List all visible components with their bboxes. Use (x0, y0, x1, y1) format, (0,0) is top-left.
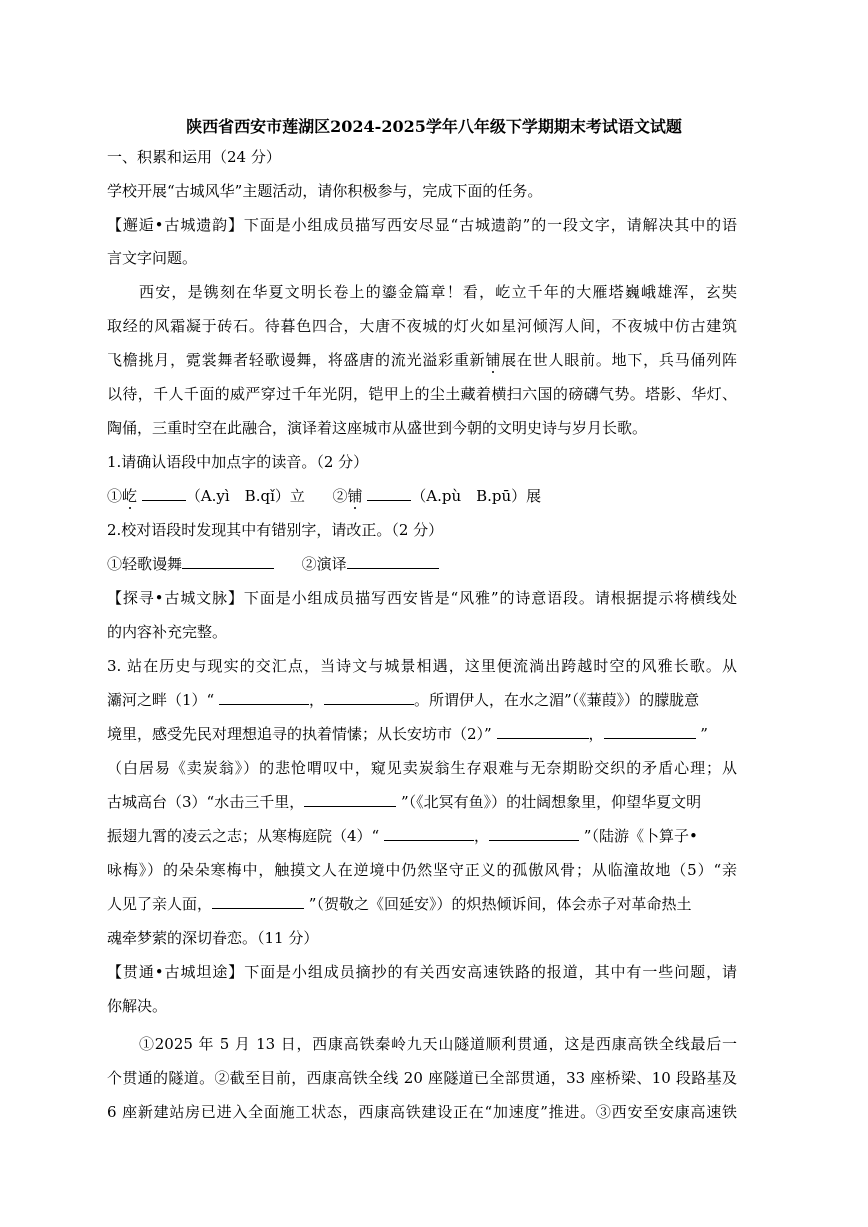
answer-blank[interactable] (347, 554, 439, 569)
question-3-line (107, 826, 698, 846)
passage3-line: 个贯通的隧道。②截至目前，西康高铁全线 20 座隧道已全部贯通，33 座桥梁、10 段路基及 (107, 1069, 737, 1087)
q2-item-a: ①轻歌谩舞 (107, 555, 183, 573)
passage1-text: 展在世人眼前。地下，兵马俑列阵 (501, 351, 737, 369)
question-3-line: （白居易《卖炭翁》）的悲怆喟叹中，窥见卖炭翁生存艰难与无奈期盼交织的矛盾心理；从 (107, 759, 737, 777)
task1-heading: 【邂逅•古城遗韵】下面是小组成员描写西安尽显“古城遗韵”的一段文字，请解决其中的语 (107, 216, 737, 234)
dotted-char: 铺 (485, 351, 502, 369)
task2-heading: 【探寻•古城文脉】下面是小组成员描写西安皆是“风雅”的诗意语段。请根据提示将横线处 (107, 589, 737, 607)
passage3-line: 6 座新建站房已进入全面施工状态，西康高铁建设正在“加速度”推进。③西安至安康高速铁 (107, 1103, 737, 1121)
answer-blank[interactable] (324, 690, 414, 705)
q3-text: 振翅九霄的凌云之志；从寒梅庭院（4）“ (107, 827, 380, 845)
q2-item-b: ②演译 (301, 555, 347, 573)
page-title: 陕西省西安市莲湖区2024-2025学年八年级下学期期末考试语文试题 (186, 117, 682, 136)
option-b-choices: （A.pù B.pū）展 (411, 487, 542, 505)
answer-blank[interactable] (384, 826, 474, 841)
q3-text: 古城高台（3）“水击三千里， (107, 793, 305, 811)
q3-text: ， (474, 827, 490, 845)
passage3-line: ①2025 年 5 月 13 日，西康高铁秦岭九天山隧道顺利贯通，这是西康高铁全线最后一 (139, 1035, 737, 1053)
question-2-stem: 2.校对语段时发现其中有错别字，请改正。（2 分） (107, 521, 444, 539)
question-3-line (107, 792, 701, 812)
answer-blank[interactable] (142, 486, 186, 501)
answer-blank[interactable] (497, 724, 589, 739)
q3-text: 境里，感受先民对理想追寻的执着情愫；从长安坊市（2）” (107, 725, 492, 743)
task3-heading: 【贯通•古城坦途】下面是小组成员摘抄的有关西安高速铁路的报道，其中有一些问题，请 (107, 963, 737, 981)
passage1-text: 飞檐挑月，霓裳舞者轻歌谩舞，将盛唐的流光溢彩重新 (107, 351, 486, 369)
q3-text: 灞河之畔（1）“ (107, 691, 215, 709)
q3-text: 人见了亲人面， (107, 895, 213, 913)
option-a-choices: （A.yì B.qǐ）立 (185, 487, 305, 505)
passage1-line: 取经的风霜凝于砖石。待暮色四合，大唐不夜城的灯火如星河倾泻人间，不夜城中仿古建筑 (107, 317, 737, 335)
passage1-line: 以待，千人千面的威严穿过千年光阴，铠甲上的尘土藏着横扫六国的磅礴气势。塔影、华灯、 (107, 385, 737, 403)
question-3-line: 3. 站在历史与现实的交汇点，当诗文与城景相遇，这里便流淌出跨越时空的风雅长歌。从 (107, 657, 737, 675)
question-3-line (107, 894, 691, 914)
q3-text: 。所谓伊人，在水之湄”（《蒹葭》）的朦胧意 (414, 691, 700, 709)
dotted-char: 屹 (122, 487, 138, 505)
q3-text: ” (700, 725, 708, 743)
q3-text: ”（《北冥有鱼》）的壮阔想象里，仰望华夏文明 (401, 793, 702, 811)
question-3-line: 魂牵梦萦的深切眷恋。（11 分） (107, 929, 319, 947)
passage1-line: 陶俑，三重时空在此融合，演译着这座城市从盛世到今朝的文明史诗与岁月长歌。 (107, 419, 648, 437)
task2-heading-cont: 的内容补充完整。 (107, 623, 228, 641)
section-heading: 一、积累和运用（24 分） (107, 148, 281, 166)
answer-blank[interactable] (182, 554, 274, 569)
question-2-answers (107, 554, 439, 574)
intro-text: 学校开展“古城风华”主题活动，请你积极参与，完成下面的任务。 (107, 182, 543, 200)
answer-blank[interactable] (489, 826, 579, 841)
answer-blank[interactable] (212, 894, 304, 909)
passage1-line: 西安，是镌刻在华夏文明长卷上的鎏金篇章！看，屹立千年的大雁塔巍峨雄浑，玄奘 (139, 283, 737, 301)
task1-heading-cont: 言文字问题。 (107, 249, 198, 267)
question-1-options (107, 486, 541, 506)
q3-text: ”（贺敬之《回延安》）的炽热倾诉间，体会赤子对革命热土 (308, 895, 692, 913)
q3-text: ， (588, 725, 604, 743)
answer-blank[interactable] (367, 486, 411, 501)
question-3-line: 咏梅》）的朵朵寒梅中，触摸文人在逆境中仍然坚守正义的孤傲风骨；从临潼故地（5）“亲 (107, 861, 737, 879)
option-a-num: ① (107, 487, 123, 505)
dotted-char: 铺 (347, 487, 363, 505)
task3-heading-cont: 你解决。 (107, 997, 168, 1015)
q3-text: ”（陆游《卜算子• (583, 827, 698, 845)
answer-blank[interactable] (304, 792, 396, 807)
answer-blank[interactable] (219, 690, 309, 705)
q3-text: ， (309, 691, 325, 709)
question-3-line (107, 690, 699, 710)
passage1-line (107, 350, 737, 370)
answer-blank[interactable] (604, 724, 696, 739)
question-1-stem: 1.请确认语段中加点字的读音。（2 分） (107, 453, 369, 471)
option-b-num: ② (332, 487, 348, 505)
question-3-line (107, 724, 708, 744)
